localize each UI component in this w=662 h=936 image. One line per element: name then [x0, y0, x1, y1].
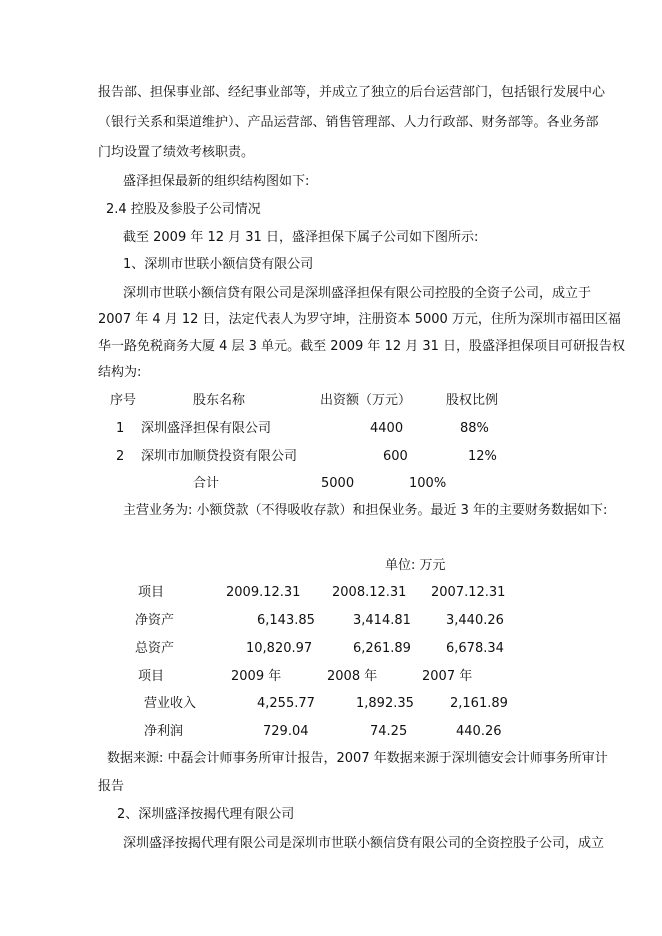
column-header: 项目 [138, 585, 165, 600]
subsidiary2-description-line: 深圳盛泽按揭代理有限公司是深圳市世联小额信贷有限公司的全资控股子公司，成立 [123, 836, 605, 851]
column-header: 2008 年 [327, 669, 378, 684]
table-cell: 600 [383, 449, 408, 464]
subsidiary-intro: 截至 2009 年 12 月 31 日，盛泽担保下属子公司如下图所示: [123, 230, 479, 245]
row-label: 营业收入 [144, 696, 197, 711]
column-header: 2007.12.31 [431, 585, 506, 600]
paragraph-line: 门均设置了绩效考核职责。 [98, 145, 255, 160]
column-header: 出资额（万元） [320, 393, 412, 408]
subsidiary1-heading: 1、深圳市世联小额信贷有限公司 [123, 257, 314, 272]
column-header: 2008.12.31 [332, 585, 407, 600]
table-cell: 6,143.85 [257, 613, 315, 628]
column-header: 2007 年 [422, 669, 473, 684]
table-cell: 3,440.26 [446, 613, 504, 628]
row-label: 净利润 [144, 724, 184, 739]
row-label: 总资产 [135, 641, 175, 656]
section-heading: 2.4 控股及参股子公司情况 [106, 202, 261, 217]
table-cell: 1,892.35 [356, 696, 414, 711]
table-cell: 深圳盛泽担保有限公司 [141, 421, 272, 436]
column-header: 2009 年 [231, 669, 282, 684]
subsidiary1-description-line: 深圳市世联小额信贷有限公司是深圳盛泽担保有限公司控股的全资子公司，成立于 [123, 286, 592, 301]
table-cell: 1 [116, 421, 125, 436]
total-ratio: 100% [409, 476, 447, 491]
table-cell: 2,161.89 [450, 696, 508, 711]
table-cell: 88% [460, 421, 489, 436]
paragraph-line: （银行关系和渠道维护）、产品运营部、销售管理部、人力行政部、财务部等。各业务部 [98, 115, 599, 130]
subsidiary2-heading: 2、深圳盛泽按揭代理有限公司 [117, 807, 295, 822]
column-header: 2009.12.31 [226, 585, 301, 600]
table-cell: 729.04 [263, 724, 309, 739]
table-cell: 4,255.77 [257, 696, 315, 711]
data-source-line: 报告 [98, 779, 125, 794]
table-cell: 4400 [370, 421, 404, 436]
unit-label: 单位: 万元 [385, 558, 446, 573]
column-header: 序号 [110, 393, 137, 408]
table-cell: 6,678.34 [446, 641, 504, 656]
paragraph-line: 报告部、担保事业部、经纪事业部等，并成立了独立的后台运营部门，包括银行发展中心 [98, 85, 606, 100]
data-source-line: 数据来源: 中磊会计师事务所审计报告，2007 年数据来源于深圳德安会计师事务所审计 [107, 751, 608, 766]
business-line: 主营业务为: 小额贷款（不得吸收存款）和担保业务。最近 3 年的主要财务数据如下: [123, 503, 608, 518]
table-cell: 3,414.81 [353, 613, 411, 628]
table-cell: 74.25 [370, 724, 408, 739]
table-cell: 深圳市加顺贷投资有限公司 [141, 449, 298, 464]
table-cell: 10,820.97 [246, 641, 313, 656]
table-cell: 2 [116, 449, 125, 464]
subsidiary1-description-line: 结构为: [98, 365, 142, 380]
subsidiary1-description-line: 华一路免税商务大厦 4 层 3 单元。截至 2009 年 12 月 31 日，股盛泽担保项目可研报告权 [98, 339, 626, 354]
column-header: 项目 [138, 669, 165, 684]
subsidiary1-description-line: 2007 年 4 月 12 日，法定代表人为罗守坤，注册资本 5000 万元，住所为深圳市福田区福 [98, 312, 621, 327]
column-header: 股东名称 [193, 393, 246, 408]
table-cell: 12% [468, 449, 497, 464]
column-header: 股权比例 [446, 393, 499, 408]
org-chart-intro: 盛泽担保最新的组织结构图如下: [123, 174, 310, 189]
table-cell: 6,261.89 [353, 641, 411, 656]
row-label: 净资产 [135, 613, 175, 628]
total-label: 合计 [193, 476, 220, 491]
total-amount: 5000 [321, 476, 355, 491]
table-cell: 440.26 [456, 724, 502, 739]
